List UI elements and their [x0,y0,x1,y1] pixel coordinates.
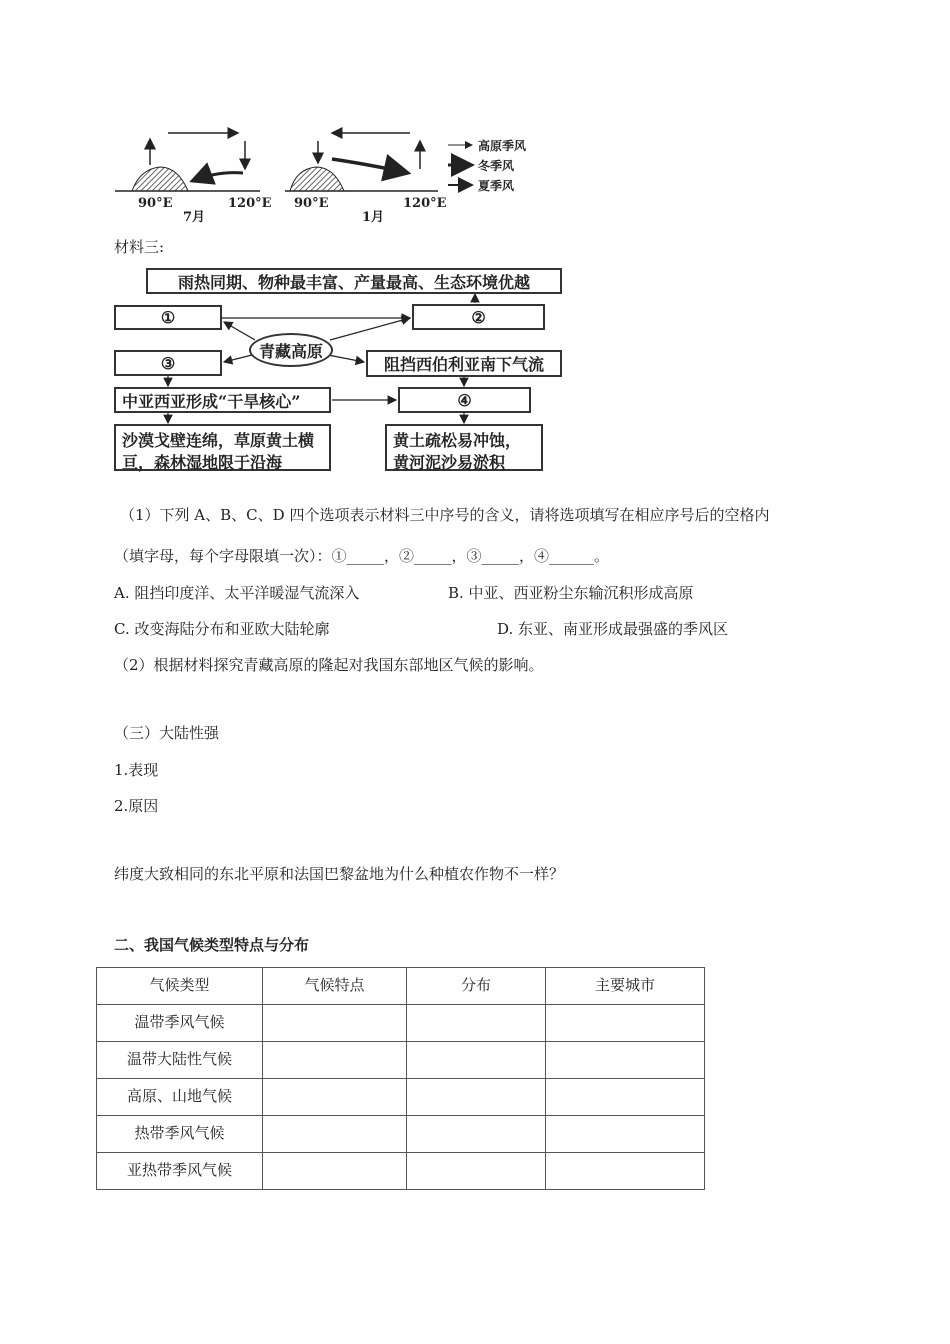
row-climate-type: 温带季风气候 [97,1005,263,1042]
cell-feature[interactable] [263,1079,407,1116]
row-climate-type: 热带季风气候 [97,1116,263,1153]
legend-plateau-monsoon: 高原季风 [478,139,527,153]
cell-cities[interactable] [546,1042,705,1079]
item-reason: 2.原因 [114,797,159,815]
flow-box-2: ② [412,304,545,330]
flow-center-ellipse: 青藏高原 [249,333,333,367]
cell-cities[interactable] [546,1153,705,1190]
cell-distribution[interactable] [407,1005,546,1042]
cell-feature[interactable] [263,1042,407,1079]
section-2-heading: 二、我国气候类型特点与分布 [114,936,310,954]
flow-loess-box: 黄土疏松易冲蚀，黄河泥沙易淤积 [385,424,543,471]
cell-distribution[interactable] [407,1153,546,1190]
fig-month-right: 1月 [362,210,385,225]
climate-table [96,967,705,1190]
table-row [97,1116,705,1153]
question-1-line-2: （填字母，每个字母限填一次）：①_____，②_____，③_____，④______。 [114,547,610,565]
cell-distribution[interactable] [407,1042,546,1079]
header-climate-type: 气候类型 [97,968,263,1005]
option-b: B. 中亚、西亚粉尘东输沉积形成高原 [448,584,694,602]
fig-lon-left-2: 120°E [228,196,272,211]
question-northeast-plain: 纬度大致相同的东北平原和法国巴黎盆地为什么种植农作物不一样？ [114,865,565,883]
flow-box-1: ① [114,305,222,330]
table-header-row [97,968,705,1005]
flow-box-4: ④ [398,387,531,413]
section-3-heading: （三）大陆性强 [114,724,220,742]
cell-distribution[interactable] [407,1079,546,1116]
flow-central-asia-box: 中亚西亚形成“干旱核心” [114,387,331,413]
cell-feature[interactable] [263,1153,407,1190]
material-3-label: 材料三: [114,238,165,256]
table-row [97,1042,705,1079]
question-1-line-1: （1）下列 A、B、C、D 四个选项表示材料三中序号的含义，请将选项填写在相应序号后的空格内 [120,506,770,524]
table-row [97,1005,705,1042]
flow-box-3: ③ [114,350,222,376]
option-a: A. 阻挡印度洋、太平洋暖湿气流深入 [114,584,360,602]
cell-cities[interactable] [546,1079,705,1116]
flow-block-box: 阻挡西伯利亚南下气流 [366,350,562,377]
header-distribution: 分布 [407,968,546,1005]
fig-lon-right-1: 90°E [294,196,329,211]
row-climate-type: 高原、山地气候 [97,1079,263,1116]
option-c: C. 改变海陆分布和亚欧大陆轮廓 [114,620,330,638]
row-climate-type: 温带大陆性气候 [97,1042,263,1079]
item-performance: 1.表现 [114,761,159,779]
option-d: D. 东亚、南亚形成最强盛的季风区 [497,620,729,638]
cell-feature[interactable] [263,1116,407,1153]
cell-cities[interactable] [546,1116,705,1153]
cell-distribution[interactable] [407,1116,546,1153]
header-main-cities: 主要城市 [546,968,705,1005]
header-climate-feature: 气候特点 [263,968,407,1005]
flow-top-box: 雨热同期、物种最丰富、产量最高、生态环境优越 [146,268,562,294]
flow-desert-box: 沙漠戈壁连绵，草原黄土横亘，森林湿地限于沿海 [114,424,331,471]
fig-lon-left-1: 90°E [138,196,173,211]
table-row [97,1153,705,1190]
question-2: （2）根据材料探究青藏高原的隆起对我国东部地区气候的影响。 [114,656,544,674]
fig-month-left: 7月 [183,210,206,225]
fig-lon-right-2: 120°E [403,196,447,211]
row-climate-type: 亚热带季风气候 [97,1153,263,1190]
legend-summer-monsoon: 夏季风 [478,179,515,193]
cell-feature[interactable] [263,1005,407,1042]
legend-winter-monsoon: 冬季风 [478,159,515,173]
table-row [97,1079,705,1116]
cell-cities[interactable] [546,1005,705,1042]
